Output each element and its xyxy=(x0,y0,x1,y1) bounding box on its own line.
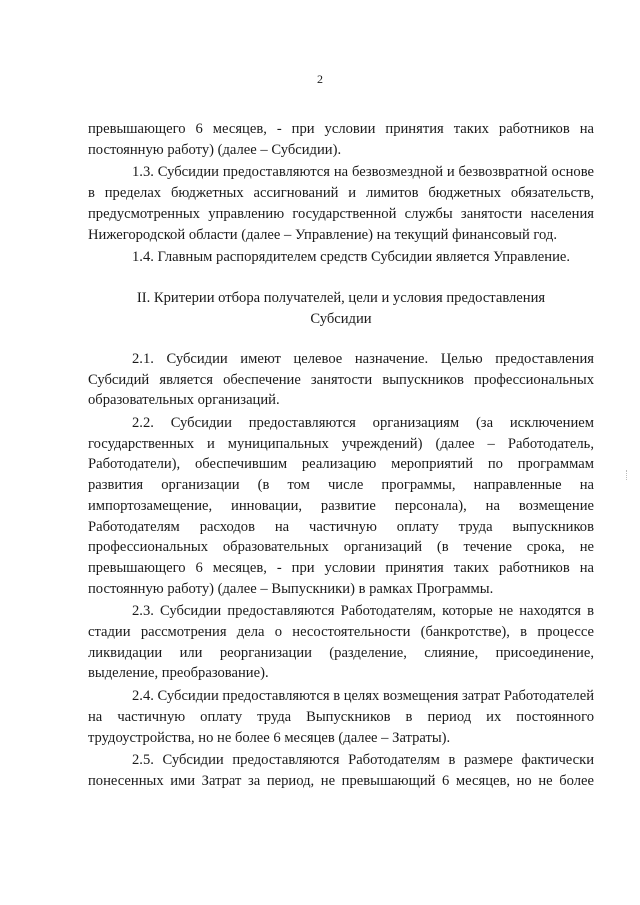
paragraph-1-3: 1.3. Субсидии предоставляются на безвозмездной и безвозвратной основе в пределах бюджетных ассигнований и лимитов бюджетных обязательств, предусмотренных управлению государственной службы занятости населения Нижегородской области (далее – Управление) на текущий финансовый год. xyxy=(88,164,594,243)
section-heading xyxy=(88,288,594,330)
paragraph-2-4: 2.4. Субсидии предоставляются в целях возмещения затрат Работодателей на частичную оплату труда Выпускников в период их постоянного трудоустройства, но не более 6 месяцев (далее – Затраты). xyxy=(88,688,595,746)
paragraph-2-1: 2.1. Субсидии имеют целевое назначение. Целью предоставления Субсидий является обеспечение занятости выпускников профессиональных образовательных организаций. xyxy=(88,350,594,409)
document-body xyxy=(88,119,594,792)
paragraph-continuation: превышающего 6 месяцев, - при условии принятия таких работников на постоянную работу) (далее – Субсидии). xyxy=(88,121,594,158)
paragraph-2-3: 2.3. Субсидии предоставляются Работодателям, которые не находятся в стадии рассмотрения дела о несостоятельности (банкротстве), в процессе ликвидации или реорганизации (разделение, слияние, присоединение, выделение, преобразование). xyxy=(88,603,594,682)
paragraph-2-5: 2.5. Субсидии предоставляются Работодателям в размере фактически понесенных ими Затрат за период, не превышающий 6 месяцев, но не более xyxy=(88,752,594,789)
section-heading-line2: Субсидии xyxy=(310,310,372,327)
page-number: 2 xyxy=(317,72,323,86)
scan-artifact xyxy=(626,470,629,480)
section-heading-line1: II. Критерии отбора получателей, цели и условия предоставления xyxy=(136,289,546,306)
paragraph-1-4: 1.4. Главным распорядителем средств Субсидии является Управление. xyxy=(132,249,571,266)
paragraph-2-2: 2.2. Субсидии предоставляются организациям (за исключением государственных и муниципальных учреждений) (далее – Работодатель, Работодатели), обеспечившим реализацию мероприятий по программам развития организации (в том числе программы, направленные на импортозамещение, инновации, развитие персонала), на возмещение Работодателям расходов на частичную оплату труда выпускников профессиональных образовательных организаций (в течение срока, не превышающего 6 месяцев, - при условии принятия таких работников на постоянную работу) (далее – Выпускники) в рамках Программы. xyxy=(88,415,594,597)
